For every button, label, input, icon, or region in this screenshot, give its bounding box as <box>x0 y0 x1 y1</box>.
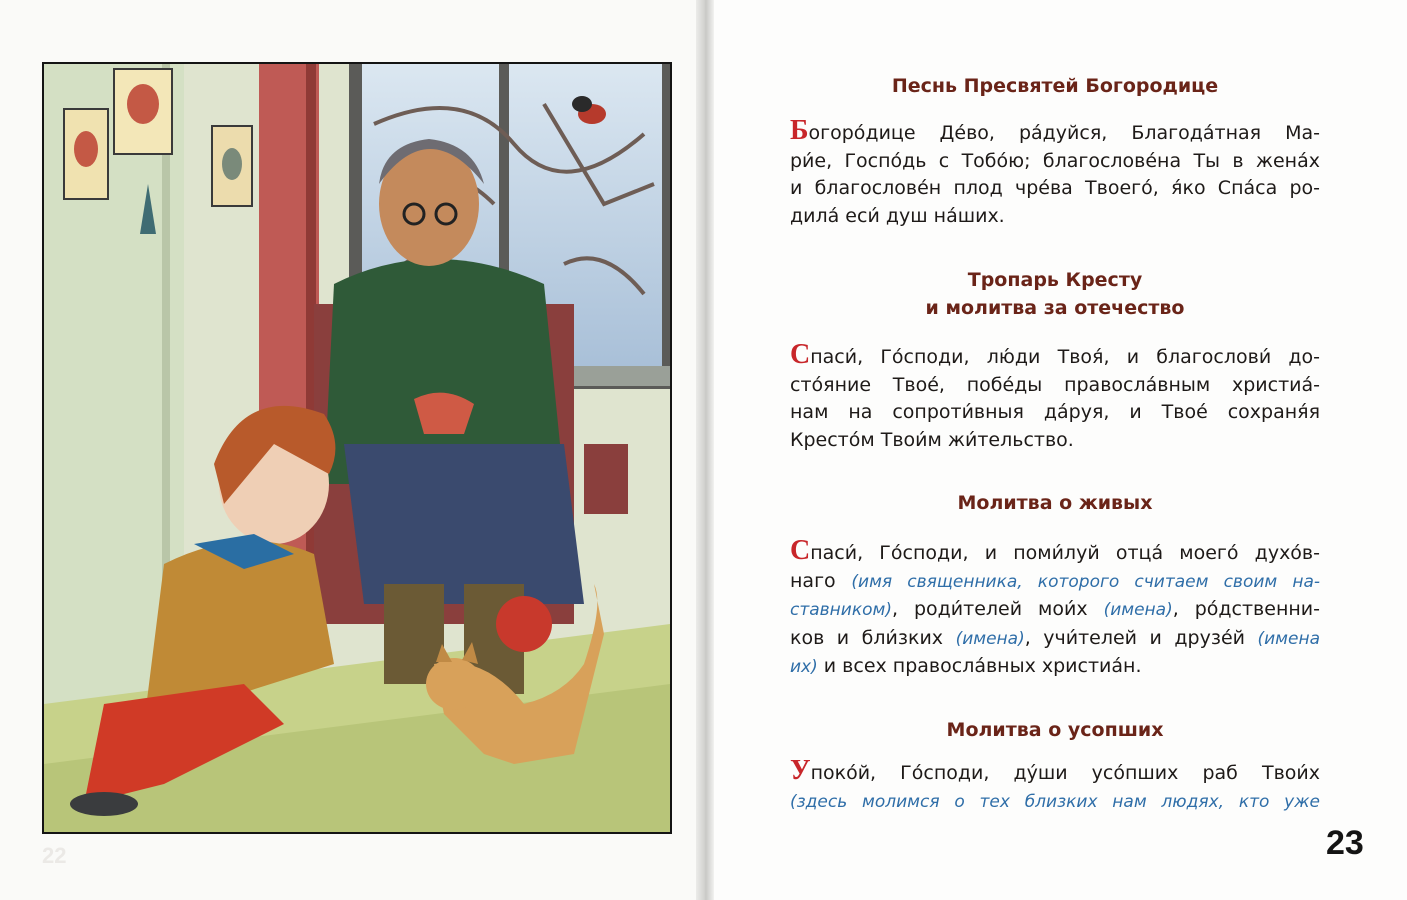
italic-note: их) <box>790 657 818 677</box>
section-title-line-2: и молитва за отечество <box>925 297 1185 319</box>
text-fragment: наго <box>790 569 852 592</box>
section-body <box>790 115 1320 230</box>
section-title-line-1: Тропарь Кресту <box>967 269 1143 291</box>
section-troparion-cross <box>790 266 1320 322</box>
italic-note: (имена) <box>1103 600 1173 620</box>
illustration-grandmother-knitting <box>42 62 672 834</box>
italic-note: ставником) <box>790 600 892 620</box>
section-title: Молитва о живых <box>957 492 1153 514</box>
text-line: огоро́дице Де́во, ра́дуйся, Благода́тная Ма- <box>808 122 1320 144</box>
dropcap: Б <box>790 115 809 146</box>
text-fragment: , роди́телей мои́х <box>891 598 1104 620</box>
ghost-page-number: 22 <box>42 843 67 868</box>
text-line: поко́й, Го́споди, ду́ши усо́пших раб Твои́х <box>810 762 1320 784</box>
section-body <box>790 535 1320 682</box>
italic-note: (имена <box>1257 628 1320 649</box>
text-line: сто́яние Твое́, побе́ды правосла́вным христиа́- <box>790 373 1320 396</box>
page-number: 23 <box>1326 824 1364 862</box>
dropcap: С <box>790 339 811 370</box>
text-fragment: , учи́телей и друзе́й <box>1024 626 1258 649</box>
text-line: и благослове́н плод чре́ва Твоего́, я́ко Спа́са ро- <box>790 177 1320 199</box>
dropcap: У <box>790 755 811 786</box>
text-line: ри́е, Госпо́дь с Тобо́ю; благослове́на Ты в жена́х <box>790 149 1320 172</box>
text-line: паси́, Го́споди, лю́ди Твоя́, и благослови́ до- <box>810 346 1320 368</box>
text-fragment: , ро́дственни- <box>1172 598 1320 620</box>
book-spine <box>696 0 714 900</box>
italic-note: (здесь молимся о тех близких нам людях, кто уже <box>790 791 1320 812</box>
section-prayer-living <box>790 489 1320 517</box>
italic-note: (имя священника, которого считаем своим на- <box>851 571 1320 592</box>
text-line: нам на сопроти́вныя да́руя, и Твое́ сохраня́я <box>790 401 1320 423</box>
text-line: дила́ еси́ душ на́ших. <box>790 204 1005 227</box>
text-fragment: и всех правосла́вных христиа́н. <box>817 655 1142 677</box>
section-title: Молитва о усопших <box>946 719 1164 741</box>
section-prayer-departed <box>790 716 1320 744</box>
section-title: Песнь Пресвятей Богородице <box>891 75 1219 97</box>
italic-note: (имена) <box>955 628 1025 649</box>
section-body <box>790 755 1320 816</box>
section-song-theotokos <box>790 72 1320 100</box>
text-fragment: ков и бли́зких <box>790 626 956 649</box>
text-line: паси́, Го́споди, и поми́луй отца́ моего́ духо́в- <box>810 542 1320 564</box>
section-body <box>790 339 1320 454</box>
text-line: Кресто́м Твои́м жи́тельство. <box>790 428 1074 451</box>
dropcap: С <box>790 535 811 566</box>
left-page <box>0 0 700 900</box>
